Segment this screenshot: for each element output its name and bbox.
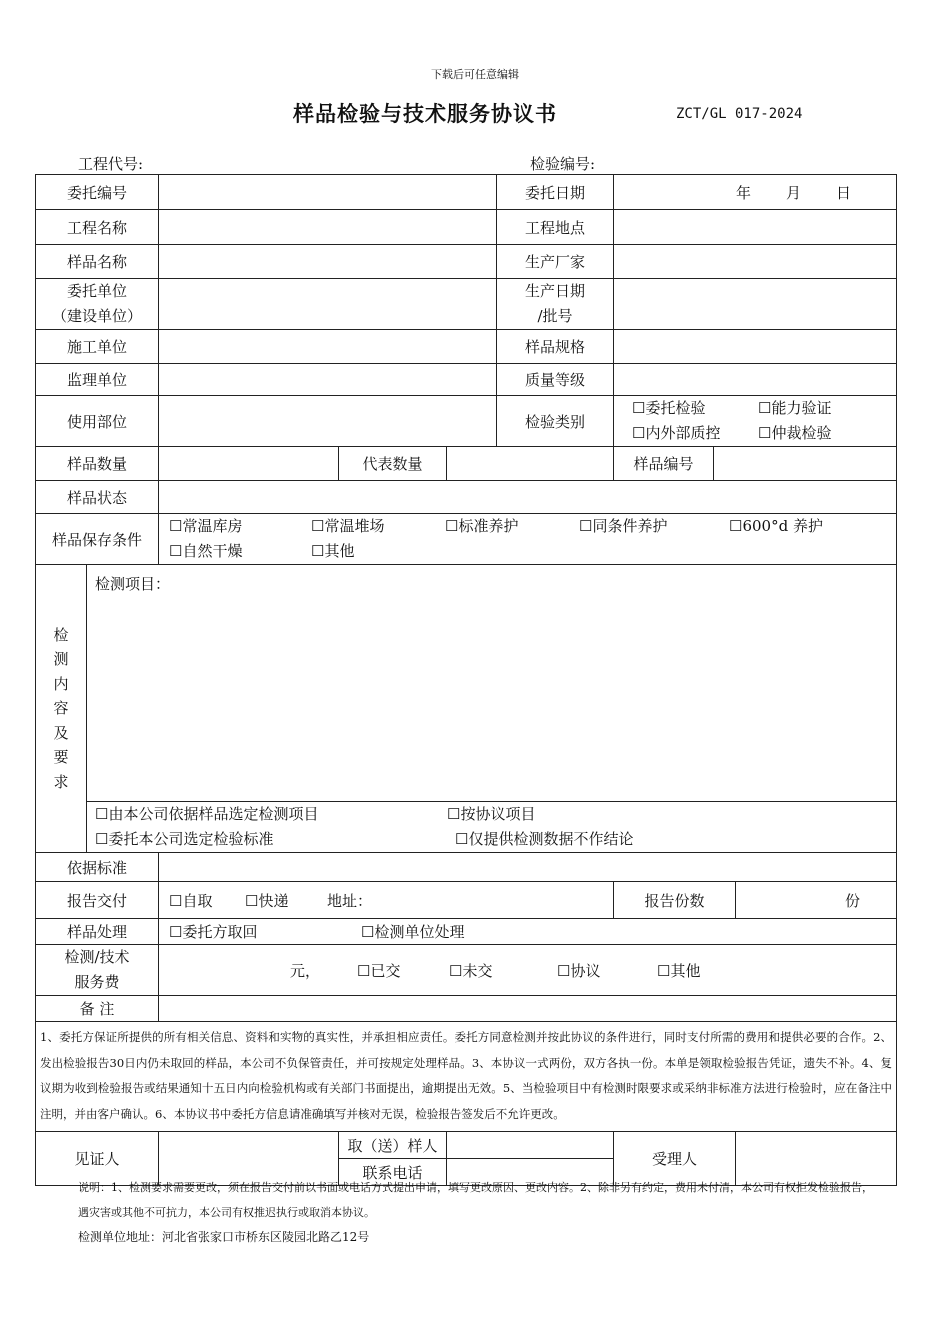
sample-spec-field[interactable] <box>614 330 897 364</box>
footer-note: 说明：1、检测要求需要更改，须在报告交付前以书面或电话方式提出申请，填写更改原因、更改内容。2、除非另有约定，费用未付清，本公司有权拒发检验报告，遇灾害或其他不可抗力，本公司有权推迟执行或取消本协议。 <box>78 1181 873 1219</box>
terms-text: 1、委托方保证所提供的所有相关信息、资料和实物的真实性，并承担相应责任。委托方同意检测并按此协议的条件进行，同时支付所需的费用和提供必要的合作。2、发出检验报告30日内仍未取回的样品，本公司不负保管责任，并可按规定处理样品。3、本协议一式两份，双方各执一份。本单是领取检验报告凭证，遗失不补。4、复议期为收到检验报告或结果通知十五日内向检验机构或有关部门书面提出，逾期提出无效。5、当检验项目中有检测时限要求或采纳非标准方法进行检验时，应在备注中注明，并由客户确认。6、本协议书中委托方信息请准确填写并核对无误，检验报告签发后不允许更改。 <box>36 1022 897 1132</box>
inspection-no-label: 检验编号: <box>530 155 596 173</box>
sample-name-field[interactable] <box>159 245 497 279</box>
manufacturer-field[interactable] <box>614 245 897 279</box>
project-name-label: 工程名称 <box>36 210 159 245</box>
entrust-date-field[interactable] <box>614 175 897 210</box>
report-copies-label: 报告份数 <box>614 882 736 919</box>
option-fee-agreement[interactable]: ☐协议 <box>557 961 601 980</box>
phone-label: 联系电话 <box>339 1159 447 1186</box>
manufacturer-label: 生产厂家 <box>497 245 614 279</box>
option-data-only-no-conclusion[interactable]: ☐仅提供检测数据不作结论 <box>455 830 634 848</box>
project-location-field[interactable] <box>614 210 897 245</box>
entrust-no-field[interactable] <box>159 175 497 210</box>
service-fee-field <box>159 945 897 996</box>
option-entrusted-inspection[interactable]: ☐委托检验 <box>632 399 706 417</box>
supervision-unit-field[interactable] <box>159 364 497 396</box>
option-agreed-items[interactable]: ☐按协议项目 <box>447 805 536 823</box>
project-location-label: 工程地点 <box>497 210 614 245</box>
remark-label: 备 注 <box>36 996 159 1022</box>
quality-grade-label: 质量等级 <box>497 364 614 396</box>
construction-unit-field[interactable] <box>159 330 497 364</box>
entrust-no-label: 委托编号 <box>36 175 159 210</box>
sample-no-label: 样品编号 <box>614 447 714 481</box>
construction-unit-label: 施工单位 <box>36 330 159 364</box>
sample-quantity-label: 样品数量 <box>36 447 159 481</box>
report-delivery-label: 报告交付 <box>36 882 159 919</box>
usage-location-field[interactable] <box>159 396 497 447</box>
agreement-form <box>35 174 897 1186</box>
detection-items-field[interactable] <box>87 565 897 802</box>
inspection-type-label: 检验类别 <box>497 396 614 447</box>
option-other-storage[interactable]: ☐其他 <box>311 542 355 560</box>
option-fee-unpaid[interactable]: ☐未交 <box>449 961 493 980</box>
service-fee-label: 检测/技术 服务费 <box>36 945 159 996</box>
month-label: 月 <box>786 183 802 202</box>
inspection-type-options <box>614 396 897 447</box>
sample-spec-label: 样品规格 <box>497 330 614 364</box>
option-lab-disposes[interactable]: ☐检测单位处理 <box>361 923 465 941</box>
address-label: 地址： <box>327 891 373 910</box>
sample-name-label: 样品名称 <box>36 245 159 279</box>
basis-standard-field[interactable] <box>159 853 897 882</box>
sample-quantity-field[interactable] <box>159 447 339 481</box>
remark-field[interactable] <box>159 996 897 1022</box>
day-label: 日 <box>836 183 852 202</box>
fee-yuan-label: 元， <box>290 961 321 980</box>
witness-label: 见证人 <box>36 1132 159 1186</box>
sample-handling-label: 样品处理 <box>36 919 159 945</box>
option-same-condition-curing[interactable]: ☐同条件养护 <box>579 517 668 535</box>
option-room-temp-warehouse[interactable]: ☐常温库房 <box>169 517 243 535</box>
sampler-field[interactable] <box>447 1132 614 1159</box>
option-self-pickup[interactable]: ☐自取 <box>169 891 213 910</box>
option-arbitration-inspection[interactable]: ☐仲裁检验 <box>758 424 832 442</box>
entrust-date-label: 委托日期 <box>497 175 614 210</box>
sampler-label: 取（送）样人 <box>339 1132 447 1159</box>
top-note: 下载后可任意编辑 <box>431 68 519 81</box>
year-label: 年 <box>736 183 752 202</box>
detection-content-vertical-label: 检 测 内 容 及 要 求 <box>36 565 87 853</box>
document-code: ZCT/GL 017-2024 <box>676 106 803 122</box>
receiver-label: 受理人 <box>614 1132 736 1186</box>
lab-address: 检测单位地址：河北省张家口市桥东区陵园北路乙12号 <box>78 1230 370 1244</box>
production-date-label: 生产日期 /批号 <box>497 279 614 330</box>
sample-state-label: 样品状态 <box>36 481 159 514</box>
quality-grade-field[interactable] <box>614 364 897 396</box>
sample-handling-options <box>159 919 897 945</box>
option-internal-external-qc[interactable]: ☐内外部质控 <box>632 424 721 442</box>
basis-standard-label: 依据标准 <box>36 853 159 882</box>
client-unit-field[interactable] <box>159 279 497 330</box>
document-title: 样品检验与技术服务协议书 <box>293 101 557 126</box>
report-delivery-options <box>159 882 614 919</box>
option-fee-paid[interactable]: ☐已交 <box>357 961 401 980</box>
sample-state-field[interactable] <box>159 481 897 514</box>
storage-condition-label: 样品保存条件 <box>36 514 159 565</box>
option-room-temp-yard[interactable]: ☐常温堆场 <box>311 517 385 535</box>
copies-unit: 份 <box>845 891 861 910</box>
option-company-selects-standard[interactable]: ☐委托本公司选定检验标准 <box>95 830 274 848</box>
detection-method-options <box>87 802 897 853</box>
client-unit-label: 委托单位 （建设单位） <box>36 279 159 330</box>
option-company-selects-items[interactable]: ☐由本公司依据样品选定检测项目 <box>95 805 319 823</box>
storage-condition-options <box>159 514 897 565</box>
report-copies-field[interactable] <box>736 882 897 919</box>
option-client-retrieves[interactable]: ☐委托方取回 <box>169 923 258 941</box>
project-code-label: 工程代号: <box>78 155 144 173</box>
represent-quantity-field[interactable] <box>447 447 614 481</box>
project-name-field[interactable] <box>159 210 497 245</box>
usage-location-label: 使用部位 <box>36 396 159 447</box>
detection-items-label: 检测项目： <box>95 575 171 593</box>
option-600d-curing[interactable]: ☐600°d 养护 <box>729 517 823 535</box>
sample-no-field[interactable] <box>714 447 897 481</box>
represent-quantity-label: 代表数量 <box>339 447 447 481</box>
option-fee-other[interactable]: ☐其他 <box>657 961 701 980</box>
option-proficiency-test[interactable]: ☐能力验证 <box>758 399 832 417</box>
option-express[interactable]: ☐快递 <box>245 891 289 910</box>
option-natural-drying[interactable]: ☐自然干燥 <box>169 542 243 560</box>
production-date-field[interactable] <box>614 279 897 330</box>
option-standard-curing[interactable]: ☐标准养护 <box>445 517 519 535</box>
supervision-unit-label: 监理单位 <box>36 364 159 396</box>
